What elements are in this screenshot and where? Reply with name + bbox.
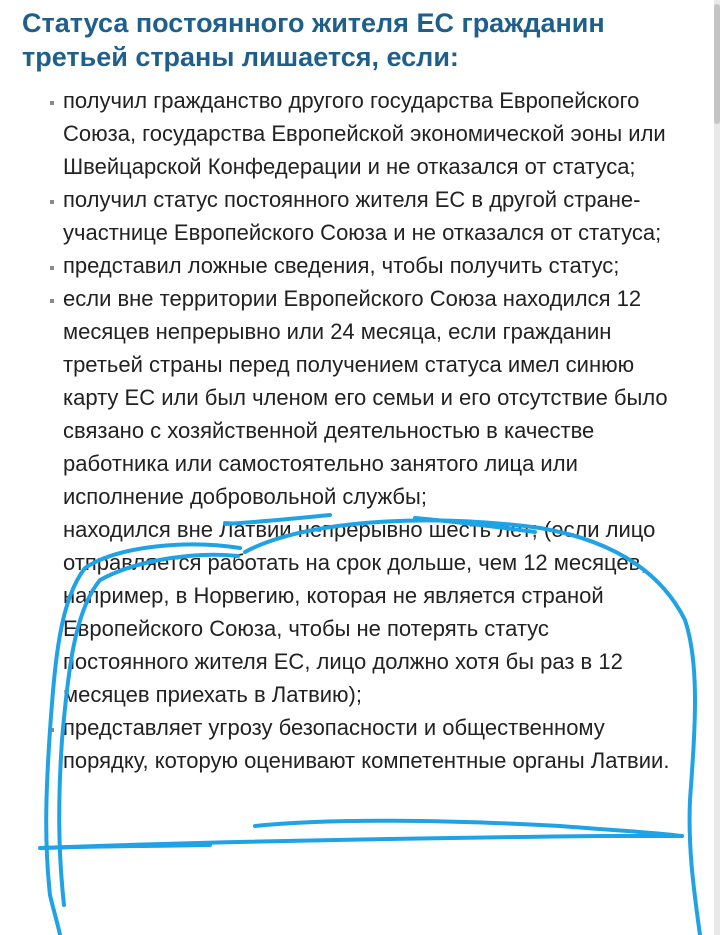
list-item [0,711,700,777]
conditions-list [0,84,700,777]
bullet-icon [50,299,54,303]
list-item-text: представил ложные сведения, чтобы получить статус; [63,253,620,278]
bullet-icon [50,101,54,105]
bullet-icon [50,728,54,732]
list-item [0,84,700,183]
bullet-icon [50,200,54,204]
article-title: Статуса постоянного жителя ЕС гражданин третьей страны лишается, если: [22,8,605,72]
bullet-icon [50,266,54,270]
list-item-text: представляет угрозу безопасности и общественному порядку, которую оценивают компетентные органы Латвии. [63,715,670,773]
list-item [0,183,700,249]
list-item-text: получил гражданство другого государства Европейского Союза, государства Европейской экономической эоны или Швейцарской Конфедерации и не отказался от статуса; [63,88,666,179]
list-item [0,249,700,282]
scrollbar[interactable] [714,0,720,935]
scrollbar-thumb[interactable] [714,4,720,124]
list-item-text: находился вне Латвии непрерывно шесть лет; (если лицо отправляется работать на срок дольше, чем 12 месяцев, например, в Норвегию, которая не является страной Европейского Союза, чтобы не потерять статус постоянного жителя ЕС, лицо должно хотя бы раз в 12 месяцев приехать в Латвию); [63,517,656,707]
list-item-text: если вне территории Европейского Союза находился 12 месяцев непрерывно или 24 месяца, если гражданин третьей страны перед получением статуса имел синюю карту ЕС или был членом его семьи и его отсутствие было связано с хозяйственной деятельностью в качестве работника или самостоятельно занятого лица или исполнение добровольной службы; [63,286,668,509]
list-item-text: получил статус постоянного жителя ЕС в другой стране-участнице Европейского Союза и не отказался от статуса; [63,187,662,245]
list-item [0,282,700,513]
list-item [0,513,700,711]
